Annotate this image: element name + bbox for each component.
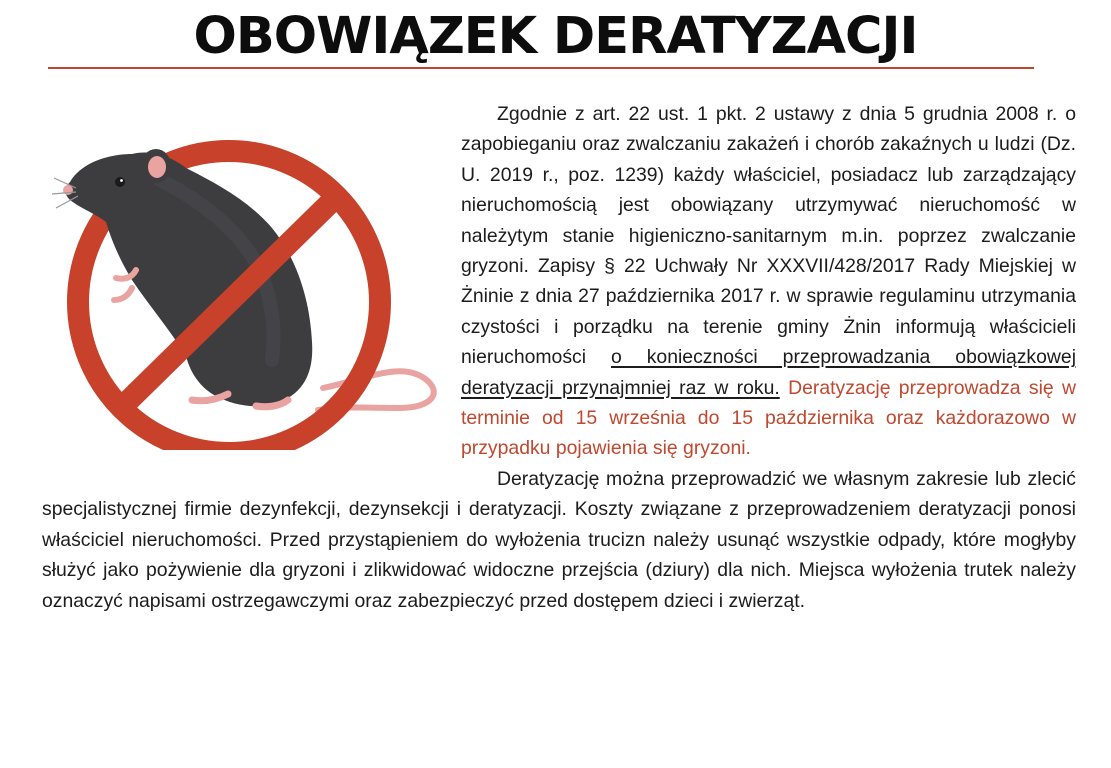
paragraph-instructions [42,464,1076,616]
title-underline [48,67,1034,69]
underlined-obligation: o konieczności przeprowadzania obowiązkowej deratyzacji przynajmniej raz w roku. [461,346,1076,399]
deratization-period: Deratyzację przeprowadza się w terminie od 15 września do 15 października oraz każdorazowo w przypadku pojawienia się gryzoni. [461,376,1076,460]
notice-text [42,99,1076,616]
paragraph-intro: Zgodnie z art. 22 ust. 1 pkt. 2 ustawy z dnia 5 grudnia 2008 r. o zapobieganiu oraz zwalczaniu zakażeń i chorób zakaźnych u ludzi (Dz. U. 2019 r., poz. 1239) każdy właściciel, posiadacz lub zarządzający nieruchomością jest obowiązany utrzymywać nieruchomość w należytym stanie higieniczno-sanitarnym m.in. poprzez zwalczanie gryzoni. Zapisy § 22 Uchwały Nr XXXVII/428/2017 Rady Miejskiej w Żninie z dnia 27 października 2017 r. w sprawie regulaminu utrzymania czystości i porządku na terenie gminy Żnin informują właścicieli nieruchomości [461,103,1076,369]
illustration-spacer [42,99,461,464]
page-title: OBOWIĄZEK DERATYZACJI [193,7,918,66]
instructions-text: Deratyzację można przeprowadzić we własnym zakresie lub zlecić specjalistycznej firmie dezynfekcji, dezynsekcji i deratyzacji. Koszty związane z przeprowadzeniem deratyzacji ponosi właściciel nieruchomości. Przed przystąpieniem do wyłożenia trucizn należy usunąć wszystkie odpady, które mogłyby służyć jako pożywienie dla gryzoni i zlikwidować widoczne przejścia (dziury) dla nich. Miejsca wyłożenia trutek należy oznaczyć napisami ostrzegawczymi oraz zabezpieczyć przed dostępem dzieci i zwierząt. [42,467,1076,612]
